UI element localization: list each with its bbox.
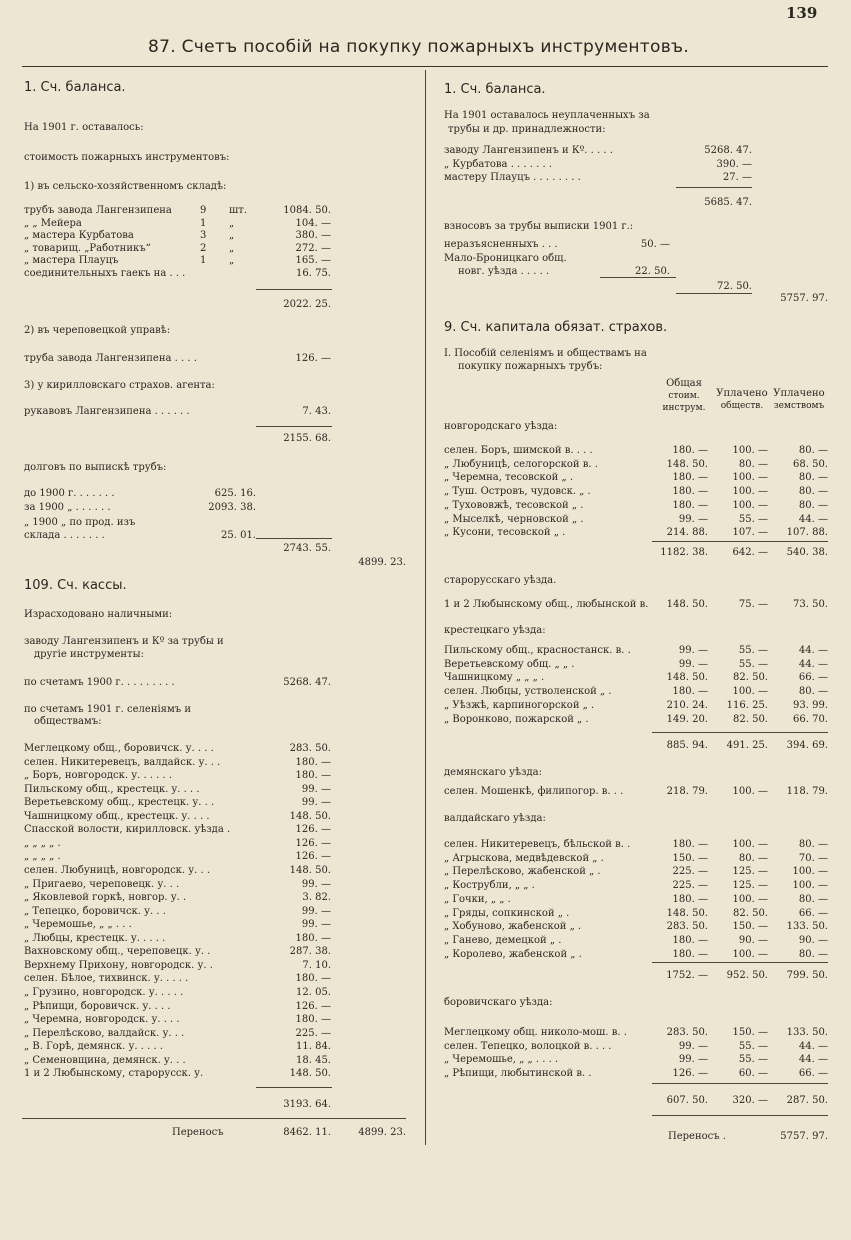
grand-total: 4899. 23. — [358, 557, 406, 568]
column-header — [770, 388, 828, 412]
row-total-cost: 180. — — [672, 839, 708, 850]
row-total-cost: 148. 50. — [666, 458, 708, 470]
column-header — [714, 388, 770, 412]
row-name: „ Гочки, „ „ . — [444, 893, 511, 905]
payment-amount: 148. 50. — [289, 865, 331, 876]
total-rule — [676, 187, 752, 188]
item-qty: 1 — [200, 255, 207, 266]
row-paid-society: 55. — — [738, 1040, 768, 1052]
payment-name: „ Черемна, новгородск. у. . . . — [24, 1014, 180, 1025]
section-heading: 1. Сч. баланса. — [444, 82, 546, 97]
row-name: „ Кострубли, „ „ . — [444, 880, 535, 892]
row-name: „ Ганево, демецкой „ . — [444, 934, 562, 946]
group-label: старорусскаго уѣзда. — [444, 575, 557, 586]
unpaid-amount: 5268. 47. — [704, 145, 752, 156]
group-total-society: 320. — — [732, 1095, 768, 1106]
row-total-cost: 180. — — [672, 893, 708, 905]
row-total-cost: 99. — — [678, 645, 708, 656]
group-label: демянскаго уѣзда: — [444, 767, 542, 778]
row-name: „ Перелѣсково, жабенской „ . — [444, 866, 601, 878]
row-total-cost: 126. — — [672, 1068, 708, 1080]
text-line: труба завода Лангензипена . . . . — [24, 353, 197, 364]
text-line: заводу Лангензипенъ и Кº за трубы и — [24, 636, 224, 647]
carry-amount: 4899. 23. — [358, 1127, 406, 1138]
item-qty: 3 — [200, 230, 207, 241]
row-paid-society: 100. — — [732, 839, 768, 850]
payment-amount: 180. — — [295, 973, 331, 985]
row-name: селен. Боръ, шимской в. . . . — [444, 445, 593, 456]
row-name: селен. Мошенкѣ, филипогор. в. . . — [444, 786, 624, 797]
row-name: „ Рѣпищи, любытинской в. . — [444, 1068, 592, 1080]
item-amount: 104. — — [295, 217, 331, 229]
row-paid-zemstvo: 93. 99. — [793, 699, 828, 711]
payment-amount: 99. — — [301, 797, 331, 809]
payment-name: Спасской волости, кирилловск. уѣзда . — [24, 824, 231, 836]
row-name: Веретьевскому общ. „ „ . — [444, 658, 575, 670]
payment-name: „ Рѣпищи, боровичск. у. . . . — [24, 1000, 171, 1012]
payment-amount: 3. 82. — [302, 892, 331, 903]
row-paid-society: 150. — — [732, 921, 768, 933]
row-paid-zemstvo: 44. — — [798, 658, 828, 670]
subtotal: 2155. 68. — [283, 433, 331, 444]
row-name: Чашницкому „ „ „ . — [444, 672, 545, 684]
row-paid-society: 116. 25. — [726, 699, 768, 711]
text-line: по счетамъ 1901 г. селеніямъ и — [24, 704, 191, 715]
group-total-cost: 1182. 38. — [660, 547, 708, 558]
carry-label: Переносъ — [172, 1127, 224, 1138]
carry-rule — [652, 1115, 828, 1116]
text-line: трубы и др. принадлежности: — [448, 124, 606, 135]
row-paid-zemstvo: 66. — — [798, 672, 828, 684]
column-header — [656, 378, 712, 414]
group-total-cost: 1752. — — [666, 970, 708, 981]
payment-name: „ В. Горѣ, демянск. у. . . . . — [24, 1041, 164, 1053]
text-line: по счетамъ 1900 г. . . . . . . . . — [24, 677, 175, 688]
row-total-cost: 214. 88. — [666, 527, 708, 539]
carry-rule — [22, 1118, 406, 1119]
row-name: „ Любуницѣ, селогорской в. . — [444, 458, 598, 470]
row-total-cost: 180. — — [672, 686, 708, 698]
row-paid-zemstvo: 133. 50. — [786, 1027, 828, 1038]
row-name: „ Черемна, тесовской „ . — [444, 472, 574, 484]
text-line: стоимость пожарныхъ инструментовъ: — [24, 152, 230, 163]
debt-name: „ 1900 „ по прод. изъ — [24, 517, 136, 528]
row-name: 1 и 2 Любынскому общ., любынской в. — [444, 599, 649, 610]
payment-amount: 283. 50. — [289, 743, 331, 754]
row-name: селен. Любцы, устволенской „ . — [444, 686, 612, 698]
row-total-cost: 180. — — [672, 486, 708, 498]
row-name: „ Кусони, тесовской „ . — [444, 527, 566, 539]
row-name: „ Гряды, сопкинской „ . — [444, 907, 570, 919]
row-paid-zemstvo: 80. — — [798, 893, 828, 905]
total-rule — [676, 293, 752, 294]
text-line: 3) у кирилловскаго страхов. агента: — [24, 380, 215, 391]
row-paid-society: 100. — — [732, 472, 768, 484]
row-name: „ Королево, жабенской „ . — [444, 948, 582, 960]
payment-name: Чашницкому общ., крестецк. у. . . . — [24, 810, 210, 822]
text-line: другіе инструменты: — [34, 649, 144, 660]
row-total-cost: 180. — — [672, 948, 708, 960]
item-qty: 2 — [200, 242, 207, 254]
total-rule — [256, 426, 332, 427]
row-paid-society: 100. — — [732, 445, 768, 456]
row-paid-zemstvo: 66. 70. — [793, 713, 828, 725]
row-paid-society: 82. 50. — [733, 907, 768, 919]
row-paid-zemstvo: 80. — — [798, 445, 828, 456]
row-total-cost: 149. 20. — [666, 713, 708, 725]
payment-amount: 99. — — [301, 905, 331, 917]
payment-amount: 126. — — [295, 851, 331, 863]
row-name: „ Мыселкѣ, черновской „ . — [444, 513, 584, 525]
row-paid-society: 55. — — [738, 513, 768, 525]
page-title: 87. Счетъ пособій на покупку пожарныхъ инструментовъ. — [148, 37, 690, 57]
row-total-cost: 225. — — [672, 866, 708, 878]
text-line: 1) въ сельско-хозяйственномъ складѣ: — [24, 181, 227, 192]
unpaid-amount: 27. — — [722, 172, 752, 183]
item-unit: шт. — [229, 205, 248, 216]
row-name: селен. Никитеревецъ, бѣльской в. . — [444, 839, 631, 850]
row-paid-society: 125. — — [732, 866, 768, 878]
row-paid-zemstvo: 80. — — [798, 948, 828, 960]
text-line: I. Пособій селеніямъ и обществамъ на — [444, 348, 647, 359]
payment-name: „ Грузино, новгородск. у. . . . . — [24, 986, 184, 998]
row-total-cost: 218. 79. — [666, 786, 708, 797]
row-paid-zemstvo: 80. — — [798, 686, 828, 698]
payment-amount: 18. 45. — [296, 1054, 331, 1066]
text-line: новг. уѣзда . . . . . — [458, 266, 550, 277]
text-line: Израсходовано наличными: — [24, 609, 173, 620]
balance-total: 5757. 97. — [780, 293, 828, 304]
row-paid-zemstvo: 68. 50. — [793, 458, 828, 470]
header-line: земствомъ — [773, 401, 825, 411]
group-total-society: 491. 25. — [726, 740, 768, 751]
payment-name: „ Пригаево, череповецк. у. . . — [24, 878, 180, 890]
row-paid-zemstvo: 66. — — [798, 1068, 828, 1080]
payment-name: „ Яковлевой горкѣ, новгор. у. . — [24, 892, 187, 903]
group-total-zemstvo: 799. 50. — [786, 970, 828, 981]
section-heading: 109. Сч. кассы. — [24, 578, 127, 593]
row-name: „ Черемошье, „ „ . . . . — [444, 1054, 559, 1066]
row-name: селен. Тепецко, волоцкой в. . . . — [444, 1040, 612, 1052]
row-paid-society: 82. 50. — [733, 713, 768, 725]
total-rule — [256, 538, 332, 539]
row-total-cost: 148. 50. — [666, 672, 708, 684]
row-paid-society: 100. — — [732, 948, 768, 960]
amount: 5268. 47. — [283, 677, 331, 688]
amount: 7. 43. — [302, 406, 331, 417]
item-name: соединительныхъ гаекъ на . . . — [24, 267, 186, 279]
payment-amount: 225. — — [295, 1027, 331, 1039]
payment-amount: 180. — — [295, 756, 331, 768]
group-label: новгородскаго уѣзда: — [444, 421, 558, 432]
item-unit: „ — [229, 242, 235, 254]
row-paid-zemstvo: 80. — — [798, 472, 828, 484]
payment-amount: 287. 38. — [289, 946, 331, 958]
row-paid-zemstvo: 44. — — [798, 1054, 828, 1066]
row-name: „ Тухововжѣ, тесовской „ . — [444, 499, 584, 511]
payment-amount: 12. 05. — [296, 986, 331, 998]
row-paid-zemstvo: 66. — — [798, 907, 828, 919]
row-total-cost: 225. — — [672, 880, 708, 892]
item-name: трубъ завода Лангензипена — [24, 205, 172, 216]
item-name: „ мастера Плауцъ — [24, 255, 119, 266]
row-paid-zemstvo: 80. — — [798, 499, 828, 511]
group-total-rule — [652, 541, 828, 542]
row-paid-society: 75. — — [738, 599, 768, 610]
row-paid-zemstvo: 100. — — [792, 880, 828, 892]
payment-amount: 180. — — [295, 932, 331, 944]
amount: 72. 50. — [717, 281, 752, 292]
group-total-rule — [652, 732, 828, 733]
row-total-cost: 148. 50. — [666, 907, 708, 919]
row-total-cost: 283. 50. — [666, 921, 708, 933]
row-paid-society: 100. — — [732, 893, 768, 905]
payment-amount: 180. — — [295, 770, 331, 782]
row-paid-society: 150. — — [732, 1027, 768, 1038]
payment-name: „ Черемошье, „ „ . . . — [24, 919, 132, 931]
carry-amount: 5757. 97. — [780, 1131, 828, 1142]
amount: 50. — — [640, 239, 670, 250]
group-label: крестецкаго уѣзда: — [444, 625, 546, 636]
item-amount: 165. — — [295, 255, 331, 266]
unpaid-total: 5685. 47. — [704, 197, 752, 208]
text-line: На 1901 г. оставалось: — [24, 122, 144, 133]
payment-amount: 126. — — [295, 824, 331, 836]
debts-total: 2743. 55. — [283, 543, 331, 554]
group-label: боровичскаго уѣзда: — [444, 997, 553, 1008]
row-paid-society: 90. — — [738, 934, 768, 946]
row-paid-society: 55. — — [738, 658, 768, 670]
header-line: Общая — [666, 378, 702, 389]
text-line: Мало-Броницкаго общ. — [444, 253, 567, 264]
item-unit: „ — [229, 230, 235, 241]
row-paid-zemstvo: 80. — — [798, 486, 828, 498]
row-total-cost: 283. 50. — [666, 1027, 708, 1038]
text-line: обществамъ: — [34, 716, 102, 727]
header-line: Уплачено — [773, 388, 825, 399]
row-paid-zemstvo: 90. — — [798, 934, 828, 946]
section-heading: 9. Сч. капитала обязат. страхов. — [444, 320, 668, 335]
item-amount: 16. 75. — [296, 267, 331, 279]
row-paid-society: 60. — — [738, 1068, 768, 1080]
group-total-rule — [652, 962, 828, 963]
payment-name: селен. Бѣлое, тихвинск. у. . . . . — [24, 973, 189, 985]
row-paid-zemstvo: 107. 88. — [786, 527, 828, 539]
group-total-cost: 885. 94. — [666, 740, 708, 751]
payment-name: „ Боръ, новгородск. у. . . . . . — [24, 770, 173, 782]
payment-name: Меглецкому общ., боровичск. у. . . . — [24, 743, 214, 754]
row-total-cost: 99. — — [678, 1040, 708, 1052]
row-paid-society: 100. — — [732, 786, 768, 797]
header-line: Уплачено — [716, 388, 768, 399]
header-line: инструм. — [662, 403, 706, 413]
item-name: „ товарищ. „Работникъ“ — [24, 242, 151, 254]
row-paid-society: 107. — — [732, 527, 768, 539]
row-paid-zemstvo: 70. — — [798, 852, 828, 864]
sklad-total: 2022. 25. — [283, 299, 331, 310]
row-total-cost: 150. — — [672, 852, 708, 864]
payment-name: Верхнему Прихону, новгородск. у. . — [24, 959, 213, 971]
group-total-society: 952. 50. — [726, 970, 768, 981]
text-line: рукавовъ Лангензипена . . . . . . — [24, 406, 190, 417]
payment-amount: 99. — — [301, 878, 331, 890]
debt-name: склада . . . . . . . — [24, 530, 105, 541]
row-paid-society: 82. 50. — [733, 672, 768, 684]
item-amount: 380. — — [295, 230, 331, 241]
payment-name: „ Семеновщина, демянск. у. . . — [24, 1054, 186, 1066]
payment-amount: 148. 50. — [289, 1068, 331, 1080]
group-total-zemstvo: 287. 50. — [786, 1095, 828, 1106]
amount: 126. — — [295, 353, 331, 364]
total-rule — [600, 277, 676, 278]
payment-name: „ Тепецко, боровичск. у. . . — [24, 905, 166, 917]
row-total-cost: 99. — — [678, 658, 708, 670]
total-rule — [256, 1087, 332, 1088]
row-paid-zemstvo: 44. — — [798, 645, 828, 656]
row-name: „ Уѣзжѣ, карпиногорской „ . — [444, 699, 595, 711]
group-total-society: 642. — — [732, 547, 768, 558]
carry-amount: 8462. 11. — [283, 1127, 331, 1138]
payment-name: 1 и 2 Любынскому, старорусск. у. — [24, 1068, 204, 1080]
header-line: стоим. — [668, 391, 700, 401]
debt-name: за 1900 „ . . . . . . — [24, 502, 111, 513]
row-paid-society: 80. — — [738, 458, 768, 470]
row-paid-zemstvo: 100. — — [792, 866, 828, 878]
row-total-cost: 180. — — [672, 934, 708, 946]
amount: 22. 50. — [635, 266, 670, 277]
payment-name: „ „ „ „ . — [24, 837, 61, 849]
payment-amount: 126. — — [295, 1000, 331, 1012]
payment-name: „ Перелѣсково, валдайск. у. . . — [24, 1027, 185, 1039]
debt-name: до 1900 г. . . . . . . — [24, 488, 115, 499]
row-name: Пильскому общ., красностанск. в. . — [444, 645, 631, 656]
row-paid-society: 100. — — [732, 686, 768, 698]
item-unit: „ — [229, 255, 235, 266]
payment-amount: 126. — — [295, 837, 331, 849]
payment-name: Пильскому общ., крестецк. у. . . . — [24, 783, 200, 795]
title-rule — [22, 66, 828, 67]
text-line: взносовъ за трубы выписки 1901 г.: — [444, 221, 634, 232]
item-qty: 9 — [200, 205, 207, 216]
payment-amount: 180. — — [295, 1014, 331, 1025]
text-line: покупку пожарныхъ трубъ: — [458, 361, 603, 372]
row-paid-society: 100. — — [732, 499, 768, 511]
section-heading: 1. Сч. баланса. — [24, 80, 126, 95]
row-name: „ Туш. Островъ, чудовск. „ . — [444, 486, 591, 498]
row-paid-society: 100. — — [732, 486, 768, 498]
payment-amount: 11. 84. — [296, 1041, 331, 1053]
item-amount: 1084. 50. — [283, 205, 331, 216]
payment-amount: 99. — — [301, 783, 331, 795]
total-rule — [256, 289, 332, 290]
row-total-cost: 99. — — [678, 513, 708, 525]
payment-name: селен. Любуницѣ, новгородск. у. . . — [24, 865, 211, 876]
item-name: „ мастера Курбатова — [24, 230, 134, 241]
row-name: „ Воронково, пожарской „ . — [444, 713, 589, 725]
row-paid-zemstvo: 133. 50. — [786, 921, 828, 933]
page-number: 139 — [786, 4, 818, 22]
payment-amount: 7. 10. — [302, 959, 331, 971]
row-total-cost: 148. 50. — [666, 599, 708, 610]
row-total-cost: 210. 24. — [666, 699, 708, 711]
item-qty: 1 — [200, 217, 207, 229]
group-total-zemstvo: 394. 69. — [786, 740, 828, 751]
row-name: „ Агрыскова, медвѣдевской „ . — [444, 852, 604, 864]
carry-label: Переносъ . — [668, 1131, 726, 1142]
group-total-cost: 607. 50. — [666, 1095, 708, 1106]
row-paid-zemstvo: 44. — — [798, 513, 828, 525]
group-total-rule — [652, 1083, 828, 1084]
row-name: Меглецкому общ. николо-мош. в. . — [444, 1027, 627, 1038]
payment-name: Вахновскому общ., череповецк. у. . — [24, 946, 211, 958]
payment-name: „ „ „ „ . — [24, 851, 61, 863]
row-paid-zemstvo: 44. — — [798, 1040, 828, 1052]
row-paid-zemstvo: 118. 79. — [786, 786, 828, 797]
item-name: „ „ Мейера — [24, 217, 82, 229]
unpaid-name: заводу Лангензипенъ и Кº. . . . . — [444, 145, 613, 156]
header-line: обществ. — [720, 401, 764, 411]
row-total-cost: 99. — — [678, 1054, 708, 1066]
row-paid-society: 55. — — [738, 1054, 768, 1066]
column-divider — [425, 70, 426, 1145]
debt-amount: 2093. 38. — [208, 502, 256, 513]
text-line: На 1901 оставалось неуплаченныхъ за — [444, 110, 650, 121]
row-paid-society: 80. — — [738, 852, 768, 864]
row-paid-society: 55. — — [738, 645, 768, 656]
item-unit: „ — [229, 217, 235, 229]
text-line: долговъ по выпискѣ трубъ: — [24, 462, 167, 473]
payment-name: Веретьевскому общ., крестецк. у. . . — [24, 797, 215, 809]
row-name: „ Хобуново, жабенской „ . — [444, 921, 582, 933]
group-total-zemstvo: 540. 38. — [786, 547, 828, 558]
group-label: валдайскаго уѣзда: — [444, 813, 546, 824]
debt-amount: 625. 16. — [214, 488, 256, 499]
unpaid-amount: 390. — — [716, 159, 752, 170]
row-paid-zemstvo: 80. — — [798, 839, 828, 850]
item-amount: 272. — — [295, 242, 331, 254]
payment-name: „ Любцы, крестецк. у. . . . . — [24, 932, 166, 944]
row-paid-society: 125. — — [732, 880, 768, 892]
row-total-cost: 180. — — [672, 499, 708, 511]
row-total-cost: 180. — — [672, 445, 708, 456]
payment-amount: 99. — — [301, 919, 331, 931]
text-line: неразъясненныхъ . . . — [444, 239, 558, 250]
unpaid-name: мастеру Плауцъ . . . . . . . . — [444, 172, 581, 183]
debt-amount: 25. 01. — [221, 530, 256, 541]
row-paid-zemstvo: 73. 50. — [793, 599, 828, 610]
payment-amount: 148. 50. — [289, 810, 331, 822]
unpaid-name: „ Курбатова . . . . . . . — [444, 159, 553, 170]
payments-total: 3193. 64. — [283, 1099, 331, 1110]
row-total-cost: 180. — — [672, 472, 708, 484]
text-line: 2) въ череповецкой управѣ: — [24, 325, 171, 336]
payment-name: селен. Никитеревецъ, валдайск. у. . . — [24, 756, 221, 768]
